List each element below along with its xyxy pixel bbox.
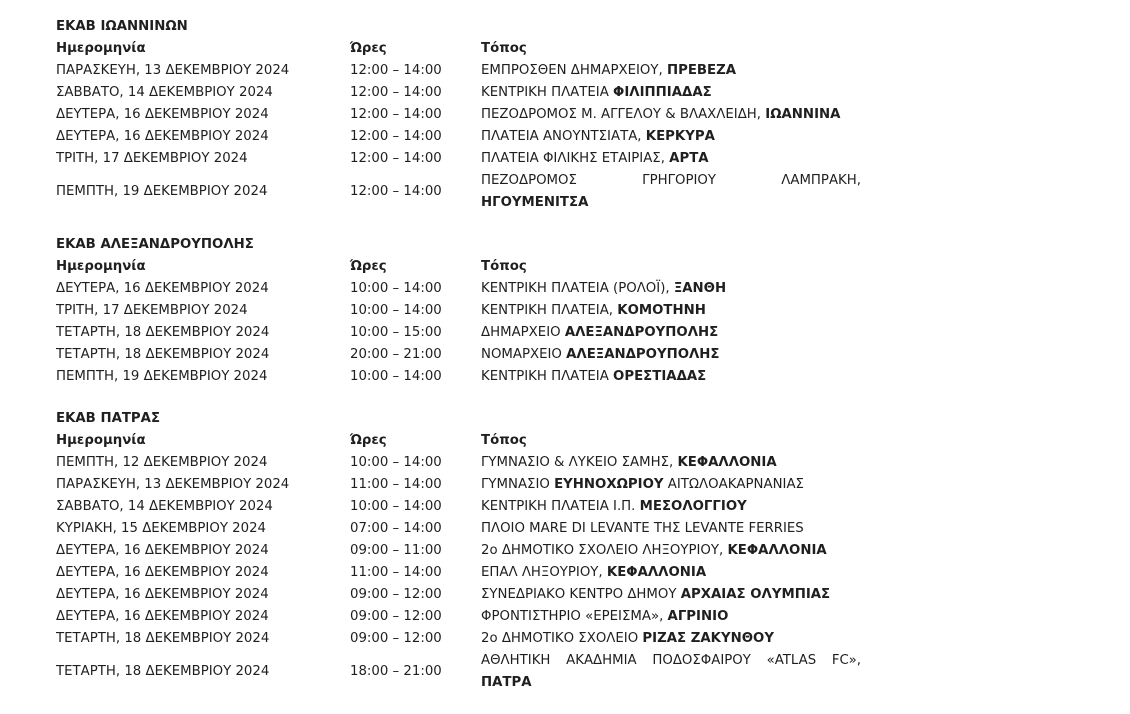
schedule-row bbox=[56, 650, 876, 694]
header-time: Ώρες bbox=[350, 259, 387, 274]
schedule-row bbox=[56, 82, 876, 104]
row-date: ΣΑΒΒΑΤΟ, 14 ΔΕΚΕΜΒΡΙΟΥ 2024 bbox=[56, 85, 273, 100]
row-date: ΠΑΡΑΣΚΕΥΗ, 13 ΔΕΚΕΜΒΡΙΟΥ 2024 bbox=[56, 63, 290, 78]
row-time: 20:00 – 21:00 bbox=[350, 347, 442, 362]
row-date: ΤΡΙΤΗ, 17 ΔΕΚΕΜΒΡΙΟΥ 2024 bbox=[56, 303, 248, 318]
section-title: ΕΚΑΒ ΑΛΕΞΑΝΔΡΟΥΠΟΛΗΣ bbox=[56, 237, 254, 252]
place-text: ΚΕΝΤΡΙΚΗ ΠΛΑΤΕΙΑ, bbox=[481, 303, 618, 318]
row-time: 12:00 – 14:00 bbox=[350, 184, 442, 199]
row-date: ΤΡΙΤΗ, 17 ΔΕΚΕΜΒΡΙΟΥ 2024 bbox=[56, 151, 248, 166]
schedule-row bbox=[56, 104, 876, 126]
row-place bbox=[481, 278, 861, 300]
row-date: ΔΕΥΤΕΡΑ, 16 ΔΕΚΕΜΒΡΙΟΥ 2024 bbox=[56, 565, 269, 580]
place-city: ΑΡΤΑ bbox=[669, 151, 709, 166]
schedule-row bbox=[56, 628, 876, 650]
row-place bbox=[481, 452, 861, 474]
place-city: ΚΕΡΚΥΡΑ bbox=[645, 129, 715, 144]
row-place bbox=[481, 366, 861, 388]
row-place bbox=[481, 584, 861, 606]
row-time: 12:00 – 14:00 bbox=[350, 63, 442, 78]
row-date: ΔΕΥΤΕΡΑ, 16 ΔΕΚΕΜΒΡΙΟΥ 2024 bbox=[56, 609, 269, 624]
place-city: ΕΥΗΝΟΧΩΡΙΟΥ bbox=[554, 477, 664, 492]
place-city: ΑΛΕΞΑΝΔΡΟΥΠΟΛΗΣ bbox=[566, 347, 720, 362]
place-word: «ATLAS bbox=[766, 653, 817, 668]
place-text: ΠΛΑΤΕΙΑ ΦΙΛΙΚΗΣ ΕΤΑΙΡΙΑΣ, bbox=[481, 151, 670, 166]
row-date: ΠΕΜΠΤΗ, 12 ΔΕΚΕΜΒΡΙΟΥ 2024 bbox=[56, 455, 268, 470]
row-place bbox=[481, 126, 861, 148]
schedule-row bbox=[56, 518, 876, 540]
row-place bbox=[481, 518, 861, 540]
schedule-document bbox=[56, 16, 876, 714]
schedule-row bbox=[56, 496, 876, 518]
schedule-row bbox=[56, 366, 876, 388]
row-time: 10:00 – 15:00 bbox=[350, 325, 442, 340]
schedule-row bbox=[56, 344, 876, 366]
row-time: 12:00 – 14:00 bbox=[350, 151, 442, 166]
row-date: ΠΕΜΠΤΗ, 19 ΔΕΚΕΜΒΡΙΟΥ 2024 bbox=[56, 369, 268, 384]
schedule-section bbox=[56, 234, 876, 388]
row-time: 10:00 – 14:00 bbox=[350, 499, 442, 514]
schedule-row bbox=[56, 278, 876, 300]
row-date: ΔΕΥΤΕΡΑ, 16 ΔΕΚΕΜΒΡΙΟΥ 2024 bbox=[56, 281, 269, 296]
header-place: Τόπος bbox=[481, 41, 527, 56]
schedule-row bbox=[56, 148, 876, 170]
place-text: ΝΟΜΑΡΧΕΙΟ bbox=[481, 347, 567, 362]
place-text: ΔΗΜΑΡΧΕΙΟ bbox=[481, 325, 565, 340]
row-place bbox=[481, 628, 861, 650]
place-line bbox=[481, 170, 861, 192]
place-text: 2ο ΔΗΜΟΤΙΚΟ ΣΧΟΛΕΙΟ bbox=[481, 631, 643, 646]
row-time: 18:00 – 21:00 bbox=[350, 664, 442, 679]
row-date: ΠΑΡΑΣΚΕΥΗ, 13 ΔΕΚΕΜΒΡΙΟΥ 2024 bbox=[56, 477, 290, 492]
place-city: ΡΙΖΑΣ ΖΑΚΥΝΘΟΥ bbox=[642, 631, 774, 646]
place-city: ΚΕΦΑΛΛΟΝΙΑ bbox=[677, 455, 777, 470]
place-word: ΓΡΗΓΟΡΙΟΥ bbox=[642, 173, 716, 188]
row-place bbox=[481, 562, 861, 584]
place-city: ΙΩΑΝΝΙΝΑ bbox=[765, 107, 841, 122]
row-date: ΣΑΒΒΑΤΟ, 14 ΔΕΚΕΜΒΡΙΟΥ 2024 bbox=[56, 499, 273, 514]
row-date: ΠΕΜΠΤΗ, 19 ΔΕΚΕΜΒΡΙΟΥ 2024 bbox=[56, 184, 268, 199]
row-place bbox=[481, 170, 861, 214]
place-region: ΑΙΤΩΛΟΑΚΑΡΝΑΝΙΑΣ bbox=[663, 477, 804, 492]
row-time: 10:00 – 14:00 bbox=[350, 281, 442, 296]
place-text: ΚΕΝΤΡΙΚΗ ΠΛΑΤΕΙΑ bbox=[481, 369, 614, 384]
row-date: ΚΥΡΙΑΚΗ, 15 ΔΕΚΕΜΒΡΙΟΥ 2024 bbox=[56, 521, 267, 536]
schedule-row bbox=[56, 452, 876, 474]
place-line bbox=[481, 650, 861, 672]
place-word: ΑΘΛΗΤΙΚΗ bbox=[481, 653, 551, 668]
row-time: 12:00 – 14:00 bbox=[350, 107, 442, 122]
row-place bbox=[481, 496, 861, 518]
row-place bbox=[481, 60, 861, 82]
schedule-row bbox=[56, 540, 876, 562]
row-date: ΤΕΤΑΡΤΗ, 18 ΔΕΚΕΜΒΡΙΟΥ 2024 bbox=[56, 347, 270, 362]
place-text: ΠΕΖΟΔΡΟΜΟΣ Μ. ΑΓΓΕΛΟΥ & ΒΛΑΧΛΕΙΔΗ, bbox=[481, 107, 766, 122]
place-text: ΕΜΠΡΟΣΘΕΝ ΔΗΜΑΡΧΕΙΟΥ, bbox=[481, 63, 667, 78]
place-text: ΦΡΟΝΤΙΣΤΗΡΙΟ «ΕΡΕΙΣΜΑ», bbox=[481, 609, 668, 624]
row-place bbox=[481, 300, 861, 322]
schedule-row bbox=[56, 474, 876, 496]
row-time: 12:00 – 14:00 bbox=[350, 85, 442, 100]
header-place: Τόπος bbox=[481, 433, 527, 448]
place-city: ΑΡΧΑΙΑΣ ΟΛΥΜΠΙΑΣ bbox=[680, 587, 831, 602]
row-date: ΔΕΥΤΕΡΑ, 16 ΔΕΚΕΜΒΡΙΟΥ 2024 bbox=[56, 129, 269, 144]
place-text: ΕΠΑΛ ΛΗΞΟΥΡΙΟΥ, bbox=[481, 565, 607, 580]
schedule-row bbox=[56, 322, 876, 344]
header-time: Ώρες bbox=[350, 41, 387, 56]
place-city: ΑΓΡΙΝΙΟ bbox=[667, 609, 729, 624]
place-text: ΚΕΝΤΡΙΚΗ ΠΛΑΤΕΙΑ (ΡΟΛΟΪ), bbox=[481, 281, 674, 296]
place-text: 2ο ΔΗΜΟΤΙΚΟ ΣΧΟΛΕΙΟ ΛΗΞΟΥΡΙΟΥ, bbox=[481, 543, 728, 558]
header-row bbox=[56, 38, 876, 60]
row-time: 11:00 – 14:00 bbox=[350, 477, 442, 492]
place-text: ΓΥΜΝΑΣΙΟ & ΛΥΚΕΙΟ ΣΑΜΗΣ, bbox=[481, 455, 678, 470]
row-time: 10:00 – 14:00 bbox=[350, 303, 442, 318]
schedule-section bbox=[56, 408, 876, 694]
header-time: Ώρες bbox=[350, 433, 387, 448]
place-city: ΠΡΕΒΕΖΑ bbox=[666, 63, 737, 78]
row-place bbox=[481, 322, 861, 344]
place-word: FC», bbox=[831, 653, 861, 668]
row-time: 11:00 – 14:00 bbox=[350, 565, 442, 580]
place-city: ΚΕΦΑΛΛΟΝΙΑ bbox=[606, 565, 707, 580]
row-date: ΔΕΥΤΕΡΑ, 16 ΔΕΚΕΜΒΡΙΟΥ 2024 bbox=[56, 107, 269, 122]
row-time: 09:00 – 12:00 bbox=[350, 609, 442, 624]
place-word: ΠΕΖΟΔΡΟΜΟΣ bbox=[481, 173, 577, 188]
schedule-row bbox=[56, 170, 876, 214]
schedule-section bbox=[56, 16, 876, 214]
row-place bbox=[481, 540, 861, 562]
row-place bbox=[481, 104, 861, 126]
schedule-row bbox=[56, 126, 876, 148]
row-place bbox=[481, 82, 861, 104]
row-date: ΔΕΥΤΕΡΑ, 16 ΔΕΚΕΜΒΡΙΟΥ 2024 bbox=[56, 587, 269, 602]
place-word: ΠΟΔΟΣΦΑΙΡΟΥ bbox=[652, 653, 751, 668]
row-date: ΤΕΤΑΡΤΗ, 18 ΔΕΚΕΜΒΡΙΟΥ 2024 bbox=[56, 631, 270, 646]
header-date: Ημερομηνία bbox=[56, 41, 146, 56]
place-text: ΚΕΝΤΡΙΚΗ ΠΛΑΤΕΙΑ Ι.Π. bbox=[481, 499, 640, 514]
row-date: ΔΕΥΤΕΡΑ, 16 ΔΕΚΕΜΒΡΙΟΥ 2024 bbox=[56, 543, 269, 558]
row-date: ΤΕΤΑΡΤΗ, 18 ΔΕΚΕΜΒΡΙΟΥ 2024 bbox=[56, 325, 270, 340]
schedule-row bbox=[56, 60, 876, 82]
place-city: ΑΛΕΞΑΝΔΡΟΥΠΟΛΗΣ bbox=[564, 325, 719, 340]
header-date: Ημερομηνία bbox=[56, 259, 146, 274]
place-word: ΛΑΜΠΡΑΚΗ, bbox=[781, 173, 861, 188]
row-time: 12:00 – 14:00 bbox=[350, 129, 442, 144]
row-place bbox=[481, 148, 861, 170]
header-row bbox=[56, 256, 876, 278]
section-title: ΕΚΑΒ ΙΩΑΝΝΙΝΩΝ bbox=[56, 19, 188, 34]
row-place bbox=[481, 606, 861, 628]
schedule-row bbox=[56, 584, 876, 606]
place-city: ΚΟΜΟΤΗΝΗ bbox=[617, 303, 706, 318]
schedule-row bbox=[56, 562, 876, 584]
header-place: Τόπος bbox=[481, 259, 527, 274]
row-time: 09:00 – 12:00 bbox=[350, 587, 442, 602]
row-time: 10:00 – 14:00 bbox=[350, 455, 442, 470]
row-date: ΤΕΤΑΡΤΗ, 18 ΔΕΚΕΜΒΡΙΟΥ 2024 bbox=[56, 664, 270, 679]
place-text: ΠΛΑΤΕΙΑ ΑΝΟΥΝΤΣΙΑΤΑ, bbox=[481, 129, 646, 144]
row-time: 09:00 – 12:00 bbox=[350, 631, 442, 646]
schedule-row bbox=[56, 606, 876, 628]
place-text: ΣΥΝΕΔΡΙΑΚΟ ΚΕΝΤΡΟ ΔΗΜΟΥ bbox=[481, 587, 681, 602]
place-city: ΠΑΤΡΑ bbox=[481, 675, 532, 690]
row-time: 10:00 – 14:00 bbox=[350, 369, 442, 384]
row-place bbox=[481, 344, 861, 366]
row-time: 07:00 – 14:00 bbox=[350, 521, 442, 536]
schedule-row bbox=[56, 300, 876, 322]
section-title: ΕΚΑΒ ΠΑΤΡΑΣ bbox=[56, 411, 161, 426]
row-place bbox=[481, 650, 861, 694]
place-text: ΚΕΝΤΡΙΚΗ ΠΛΑΤΕΙΑ bbox=[481, 85, 614, 100]
row-time: 09:00 – 11:00 bbox=[350, 543, 442, 558]
place-word: ΑΚΑΔΗΜΙΑ bbox=[566, 653, 637, 668]
header-row bbox=[56, 430, 876, 452]
place-text: ΓΥΜΝΑΣΙΟ bbox=[481, 477, 555, 492]
header-date: Ημερομηνία bbox=[56, 433, 146, 448]
place-city: ΗΓΟΥΜΕΝΙΤΣΑ bbox=[481, 195, 589, 210]
place-city: ΜΕΣΟΛΟΓΓΙΟΥ bbox=[639, 499, 747, 514]
place-city: ΞΑΝΘΗ bbox=[673, 281, 727, 296]
place-city: ΟΡΕΣΤΙΑΔΑΣ bbox=[613, 369, 707, 384]
place-text: ΠΛΟΙΟ MARE DI LEVANTE ΤΗΣ LEVANTE FERRIES bbox=[481, 521, 804, 536]
row-place bbox=[481, 474, 861, 496]
place-city: ΦΙΛΙΠΠΙΑΔΑΣ bbox=[613, 85, 712, 100]
place-city: ΚΕΦΑΛΛΟΝΙΑ bbox=[727, 543, 827, 558]
